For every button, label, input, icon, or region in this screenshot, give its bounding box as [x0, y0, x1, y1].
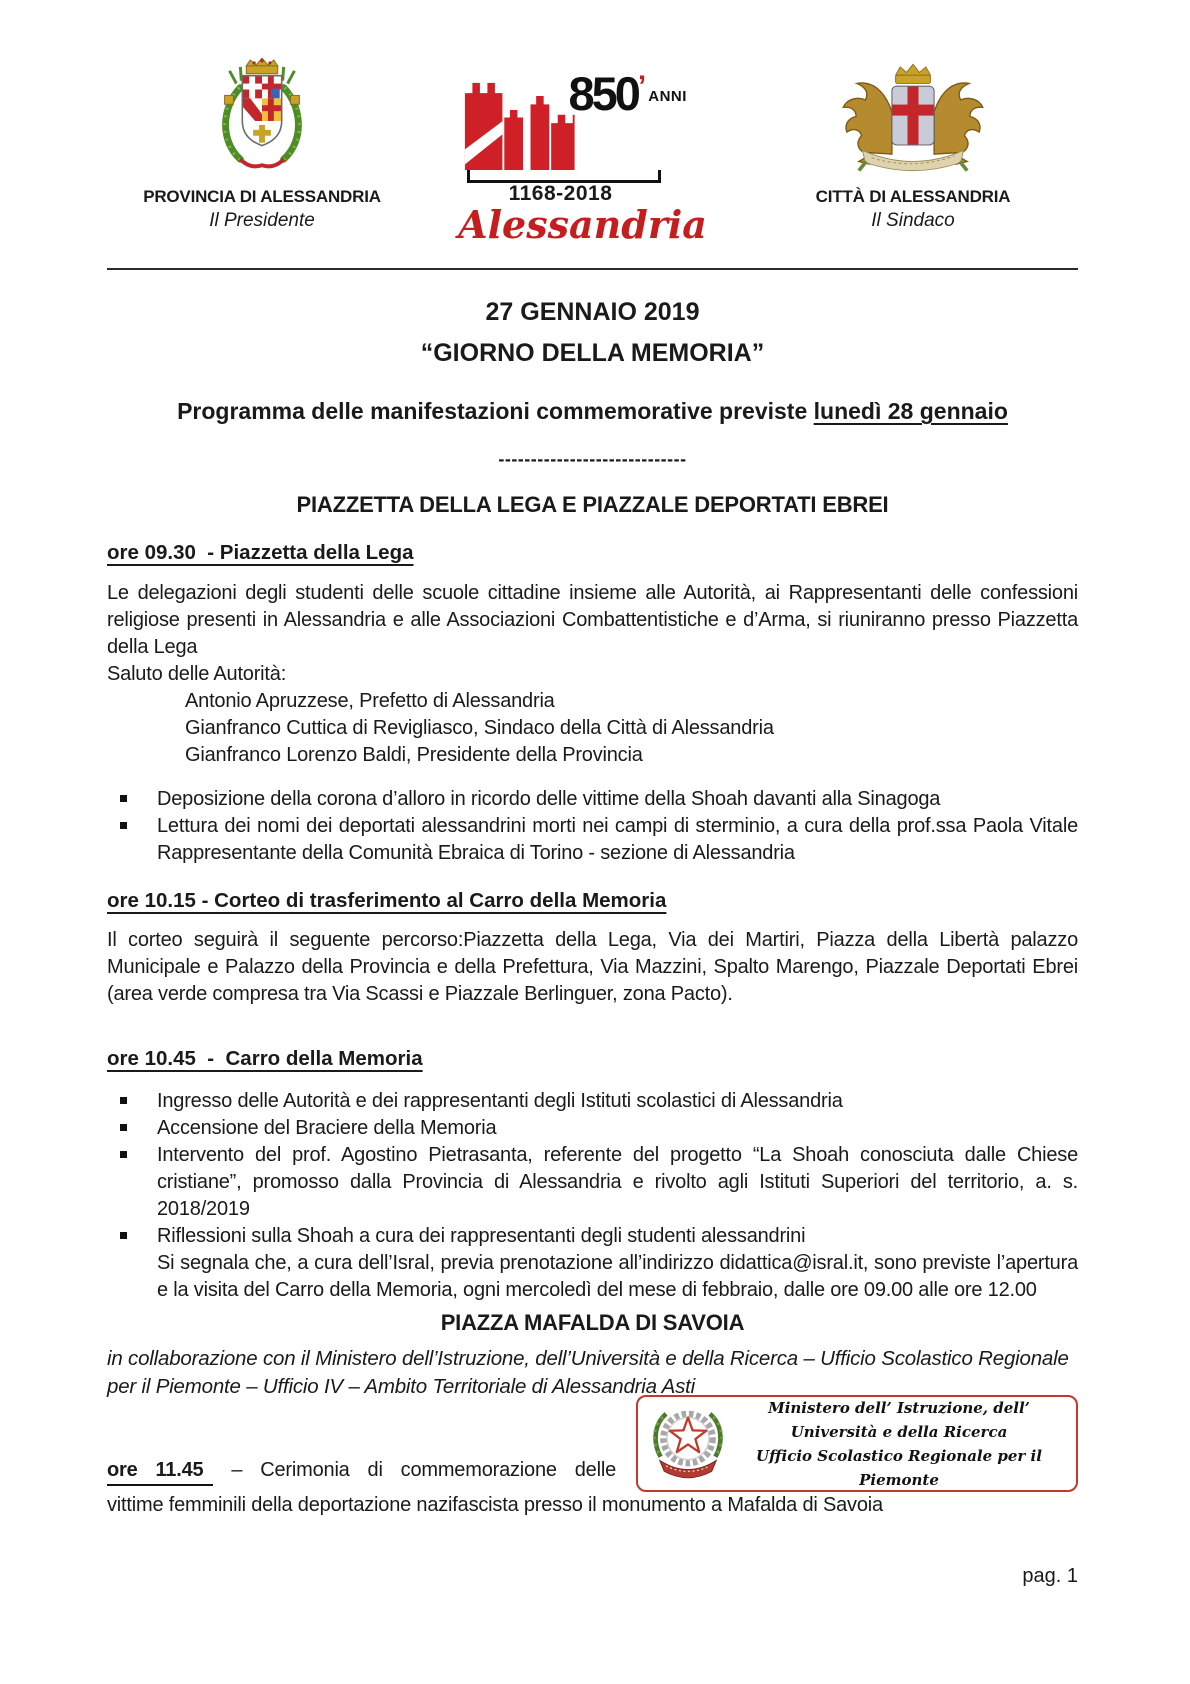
logo-850-anni — [457, 67, 709, 247]
list-item — [107, 1088, 1078, 1115]
ministero-box — [636, 1395, 1078, 1492]
list-item-text: Riflessioni sulla Shoah a cura dei rappresentanti degli studenti alessandrini — [157, 1225, 806, 1247]
header-rule — [107, 268, 1078, 270]
bullet-square-icon — [120, 1151, 127, 1158]
ministero-emblem-icon — [646, 1400, 730, 1488]
dash: – — [231, 1459, 243, 1481]
time-1145: ore 11.45 — [107, 1459, 213, 1486]
bullet-square-icon — [120, 795, 127, 802]
note-isral: Si segnala che, a cura dell’Isral, previa prenotazione all’indirizzo didattica@isral.it, sono previste l’apertura e la visita del Carro della Memoria, ogni mercoledì del mese di febbraio, dalle ore 09.00 alle ore 12.00 — [157, 1252, 1078, 1301]
list-item — [107, 1115, 1078, 1142]
ministero-text — [730, 1396, 1076, 1492]
ministero-line1: Ministero dell’ Istruzione, dell’ Università e della Ricerca — [768, 1398, 1030, 1441]
subtitle-underlined-date: lunedì 28 gennaio — [813, 398, 1008, 424]
authority-line: Gianfranco Cuttica di Revigliasco, Sindaco della Città di Alessandria — [185, 717, 774, 739]
list-item-text: Deposizione della corona d’alloro in ricordo delle vittime della Shoah davanti alla Sinagoga — [157, 788, 941, 810]
saluto-line: Saluto delle Autorità: — [107, 663, 287, 685]
subtitle — [107, 397, 1078, 426]
logo-850-number: 850’ ANNI — [568, 67, 687, 120]
ceremony-line2: vittime femminili della deportazione nazifascista presso il monumento a Mafalda di Savoia — [107, 1494, 883, 1516]
collab-paragraph: in collaborazione con il Ministero dell’Istruzione, dell’Università e della Ricerca – Ufficio Scolastico Regionale per il Piemonte – Ufficio IV – Ambito Territoriale di Alessandria Asti — [107, 1347, 1069, 1398]
page-number: pag. 1 — [1022, 1565, 1078, 1587]
list-item-text: Ingresso delle Autorità e dei rappresentanti degli Istituti scolastici di Alessandria — [157, 1090, 843, 1112]
bullet-square-icon — [120, 1124, 127, 1131]
provincia-name: PROVINCIA DI ALESSANDRIA — [143, 187, 381, 206]
logo-850-apostrophe: ’ — [637, 70, 647, 103]
provincia-coat-of-arms-icon — [210, 58, 314, 182]
list-item — [107, 786, 1078, 813]
list-item — [107, 1223, 1078, 1304]
time-heading-0930: ore 09.30 - Piazzetta della Lega — [107, 541, 414, 564]
time-heading-1015: ore 10.15 - Corteo di trasferimento al Carro della Memoria — [107, 889, 667, 912]
section-heading-mafalda: PIAZZA MAFALDA DI SAVOIA — [440, 1310, 745, 1335]
citta-coat-of-arms-icon — [835, 62, 991, 182]
title-date: 27 GENNAIO 2019 — [485, 298, 700, 326]
list-item — [107, 1142, 1078, 1223]
title-name: “GIORNO DELLA MEMORIA” — [420, 339, 765, 367]
subtitle-text: Programma delle manifestazioni commemorative previste — [177, 398, 814, 424]
bullet-list-0930 — [107, 786, 1078, 867]
citta-block — [748, 62, 1078, 232]
ceremony-text: Cerimonia di commemorazione delle — [260, 1459, 617, 1481]
paragraph-corteo: Il corteo seguirà il seguente percorso:Piazzetta della Lega, Via dei Martiri, Piazza della Libertà palazzo Municipale e Palazzo della Provincia e della Prefettura, Via Mazzini, Spalto Marengo, Piazzale Deportati Ebrei (area verde compresa tra Via Scassi e Piazzale Berlinguer, zona Pacto). — [107, 929, 1078, 1005]
logo-850-city: Alessandria — [458, 202, 707, 247]
provincia-role: Il Presidente — [209, 210, 315, 231]
bullet-list-1045 — [107, 1088, 1078, 1304]
provincia-block — [107, 58, 417, 232]
list-item-text: Accensione del Braciere della Memoria — [157, 1117, 497, 1139]
citta-name: CITTÀ DI ALESSANDRIA — [815, 187, 1011, 206]
authority-line: Antonio Apruzzese, Prefetto di Alessandria — [185, 690, 555, 712]
authority-line: Gianfranco Lorenzo Baldi, Presidente della Provincia — [185, 744, 643, 766]
ministero-line2: Ufficio Scolastico Regionale per il Piemonte — [756, 1446, 1042, 1489]
time-heading-1045: ore 10.45 - Carro della Memoria — [107, 1047, 423, 1070]
separator-dashes: ----------------------------- — [498, 449, 687, 469]
bullet-square-icon — [120, 1232, 127, 1239]
bullet-square-icon — [120, 1097, 127, 1104]
list-item-text: Intervento del prof. Agostino Pietrasanta, referente del progetto “La Shoah conosciuta dalle Chiese cristiane”, promosso dalla Provincia di Alessandria e rivolto agli Istituti Superiori del territorio, a. s. 2018/2019 — [157, 1144, 1078, 1220]
list-item-text: Lettura dei nomi dei deportati alessandrini morti nei campi di sterminio, a cura della prof.ssa Paola Vitale Rappresentante della Comunità Ebraica di Torino - sezione di Alessandria — [157, 815, 1078, 864]
logo-850-years: 1168-2018 — [508, 182, 613, 205]
paragraph-delegazioni: Le delegazioni degli studenti delle scuole cittadine insieme alle Autorità, ai Rappresentanti delle confessioni religiose presenti in Alessandria e alle Associazioni Combattentistiche e d’Arma, si riuniranno presso Piazzetta della Lega — [107, 582, 1078, 658]
citta-role: Il Sindaco — [871, 210, 955, 231]
castle-towers-icon — [457, 80, 575, 170]
logo-850-anni-label: ANNI — [648, 88, 687, 105]
masthead — [107, 58, 1078, 264]
bullet-square-icon — [120, 822, 127, 829]
section-heading-lega: PIAZZETTA DELLA LEGA E PIAZZALE DEPORTATI EBREI — [296, 492, 889, 517]
list-item — [107, 813, 1078, 867]
